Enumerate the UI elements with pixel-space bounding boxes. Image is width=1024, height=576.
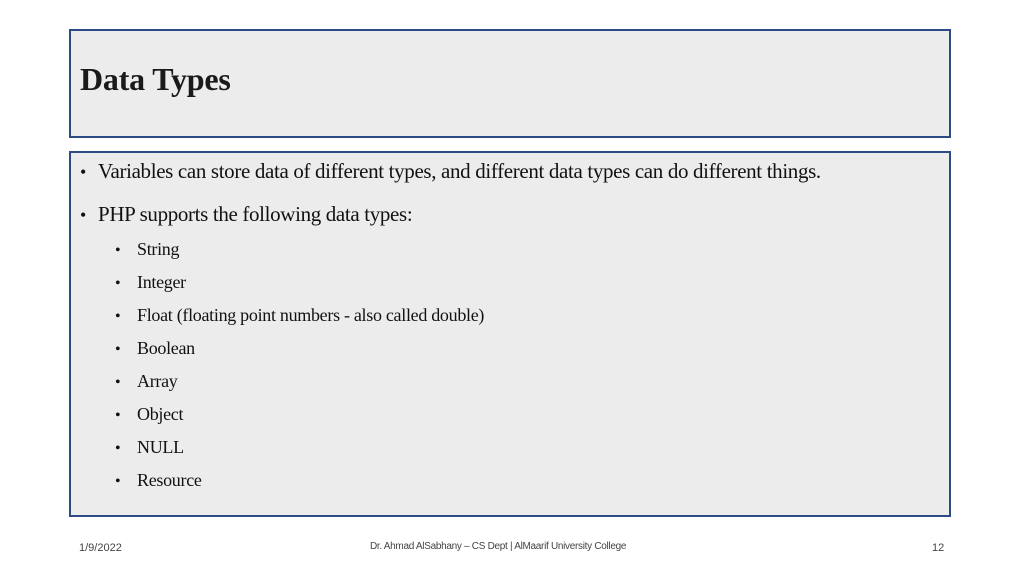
bullet-dot-icon: • — [80, 205, 86, 225]
sub-bullet-text: Float (floating point numbers - also called double) — [137, 305, 485, 325]
footer-date: 1/9/2022 — [79, 542, 122, 554]
sub-bullet-item — [115, 238, 179, 262]
bullet-dot-icon: • — [115, 473, 121, 490]
bullet-dot-icon: • — [115, 242, 121, 259]
bullet-dot-icon: • — [115, 440, 121, 457]
sub-bullet-item — [115, 436, 184, 460]
sub-bullet-item — [115, 337, 195, 361]
sub-bullet-item — [115, 370, 177, 394]
sub-bullet-item — [115, 403, 183, 427]
sub-bullet-text: Integer — [137, 272, 186, 292]
slide-title: Data Types — [80, 61, 231, 97]
bullet-text: PHP supports the following data types: — [98, 202, 413, 226]
bullet-item — [80, 159, 821, 184]
sub-bullet-text: Resource — [137, 470, 202, 490]
sub-bullet-item — [115, 271, 186, 295]
sub-bullet-text: String — [137, 239, 180, 259]
sub-bullet-text: Array — [137, 371, 178, 391]
title-placeholder — [69, 29, 951, 138]
bullet-dot-icon: • — [115, 308, 121, 325]
sub-bullet-item — [115, 469, 202, 493]
sub-bullet-text: Object — [137, 404, 184, 424]
bullet-item — [80, 202, 412, 227]
slide-number: 12 — [932, 542, 945, 554]
bullet-dot-icon: • — [80, 162, 86, 182]
bullet-text: Variables can store data of different types, and different data types can do different things. — [98, 159, 821, 183]
sub-bullet-item — [115, 304, 484, 328]
footer-author: Dr. Ahmad AlSabhany – CS Dept | AlMaarif University College — [370, 541, 627, 552]
sub-bullet-text: Boolean — [137, 338, 195, 358]
bullet-dot-icon: • — [115, 341, 121, 358]
bullet-dot-icon: • — [115, 407, 121, 424]
bullet-dot-icon: • — [115, 374, 121, 391]
bullet-dot-icon: • — [115, 275, 121, 292]
sub-bullet-text: NULL — [137, 437, 184, 457]
content-placeholder — [69, 151, 951, 517]
